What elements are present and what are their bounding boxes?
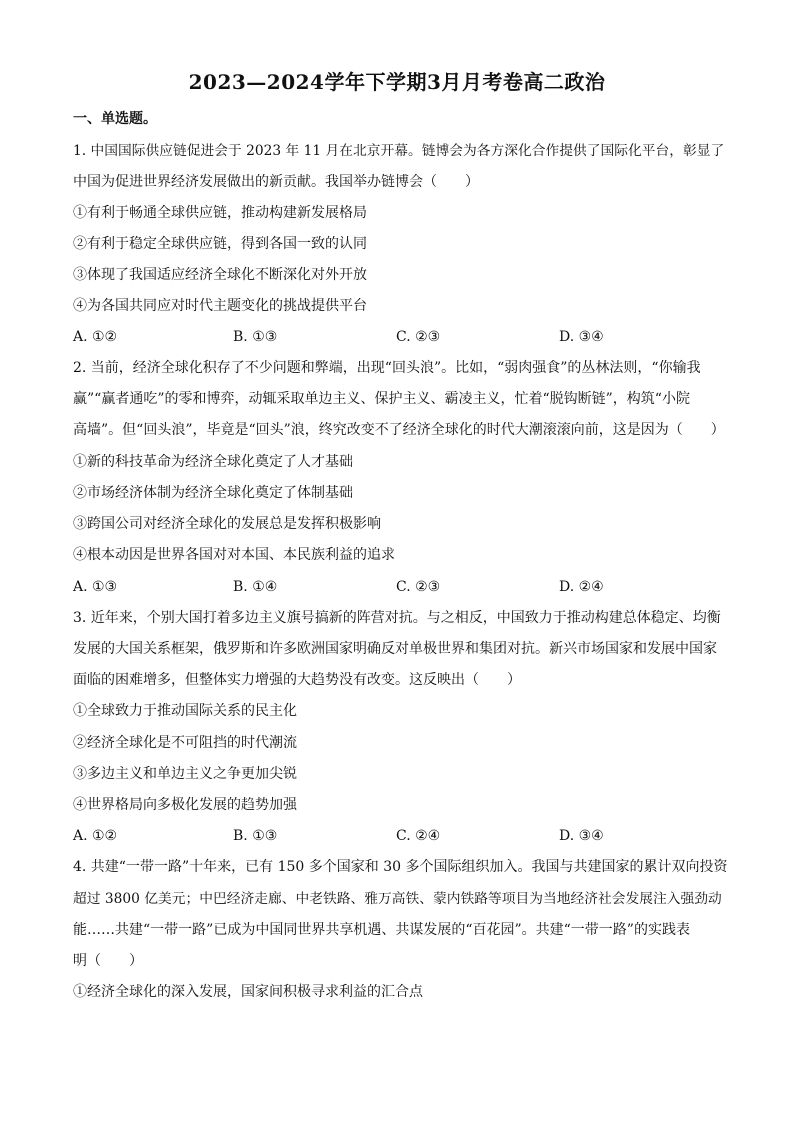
option-d: D. ③④ — [559, 329, 604, 345]
question-3-statement-2: ②经济全球化是不可阻挡的时代潮流 — [73, 735, 297, 751]
option-c: C. ②③ — [396, 579, 441, 595]
question-1-statement-4: ④为各国共同应对时代主题变化的挑战提供平台 — [73, 298, 367, 314]
option-c: C. ②③ — [396, 329, 441, 345]
question-1-options — [73, 327, 733, 347]
question-2-statement-1: ①新的科技革命为经济全球化奠定了人才基础 — [73, 454, 353, 470]
section-heading: 一、单选题。 — [73, 111, 157, 127]
question-2-statement-4: ④根本动因是世界各国对对本国、本民族利益的追求 — [73, 547, 395, 563]
question-4-stem-line-4: 明（ ） — [73, 953, 143, 969]
question-2-statement-3: ③跨国公司对经济全球化的发展总是发挥积极影响 — [73, 516, 381, 532]
option-a: A. ①③ — [73, 579, 118, 595]
option-a: A. ①② — [73, 329, 118, 345]
question-4-stem-line-1: 4. 共建“一带一路”十年来，已有 150 多个国家和 30 多个国际组织加入。我国与共建国家的累计双向投资 — [73, 859, 728, 875]
question-2-stem-line-3: 高墙”。但“回头浪”，毕竟是“回头”浪，终究改变不了经济全球化的时代大潮滚滚向前，这是因为（ ） — [73, 422, 725, 438]
question-1-statement-3: ③体现了我国适应经济全球化不断深化对外开放 — [73, 267, 367, 283]
option-b: B. ①③ — [233, 329, 278, 345]
question-1-statement-1: ①有利于畅通全球供应链，推动构建新发展格局 — [73, 205, 367, 221]
question-4-stem-line-2: 超过 3800 亿美元；中巴经济走廊、中老铁路、雅万高铁、蒙内铁路等项目为当地经济社会发展注入强劲动 — [73, 891, 722, 907]
question-2-options — [73, 577, 733, 597]
option-a: A. ①② — [73, 828, 118, 844]
question-1-stem-line-2: 中国为促进世界经济发展做出的新贡献。我国举办链博会（ ） — [73, 174, 479, 190]
option-b: B. ①③ — [233, 828, 278, 844]
question-3-statement-1: ①全球致力于推动国际关系的民主化 — [73, 703, 297, 719]
question-2-stem-line-1: 2. 当前，经济全球化积存了不少问题和弊端，出现“回头浪”。比如，“弱肉强食”的丛林法则，“你输我 — [73, 360, 701, 376]
question-3-stem-line-1: 3. 近年来，个别大国打着多边主义旗号搞新的阵营对抗。与之相反，中国致力于推动构建总体稳定、均衡 — [73, 610, 721, 626]
option-d: D. ③④ — [559, 828, 604, 844]
exam-title: 2023—2024学年下学期3月月考卷高二政治 — [188, 70, 606, 94]
question-1-statement-2: ②有利于稳定全球供应链，得到各国一致的认同 — [73, 236, 367, 252]
question-4-statement-1: ①经济全球化的深入发展，国家间积极寻求利益的汇合点 — [73, 984, 423, 1000]
question-1-stem-line-1: 1. 中国国际供应链促进会于 2023 年 11 月在北京开幕。链博会为各方深化合作提供了国际化平台，彰显了 — [73, 143, 725, 159]
question-3-statement-3: ③多边主义和单边主义之争更加尖锐 — [73, 766, 297, 782]
option-b: B. ①④ — [233, 579, 278, 595]
question-3-options — [73, 826, 733, 846]
option-d: D. ②④ — [559, 579, 604, 595]
option-c: C. ②④ — [396, 828, 441, 844]
question-4-stem-line-3: 能……共建“一带一路”已成为中国同世界共享机遇、共谋发展的“百花园”。共建“一带一路”的实践表 — [73, 922, 690, 938]
question-2-stem-line-2: 赢”“赢者通吃”的零和博弈，动辄采取单边主义、保护主义、霸凌主义，忙着“脱钩断链”，构筑“小院 — [73, 391, 690, 407]
question-3-stem-line-2: 发展的大国关系框架，俄罗斯和许多欧洲国家明确反对单极世界和集团对抗。新兴市场国家和发展中国家 — [73, 641, 717, 657]
question-3-statement-4: ④世界格局向多极化发展的趋势加强 — [73, 797, 297, 813]
question-2-statement-2: ②市场经济体制为经济全球化奠定了体制基础 — [73, 485, 353, 501]
question-3-stem-line-3: 面临的困难增多，但整体实力增强的大趋势没有改变。这反映出（ ） — [73, 672, 521, 688]
